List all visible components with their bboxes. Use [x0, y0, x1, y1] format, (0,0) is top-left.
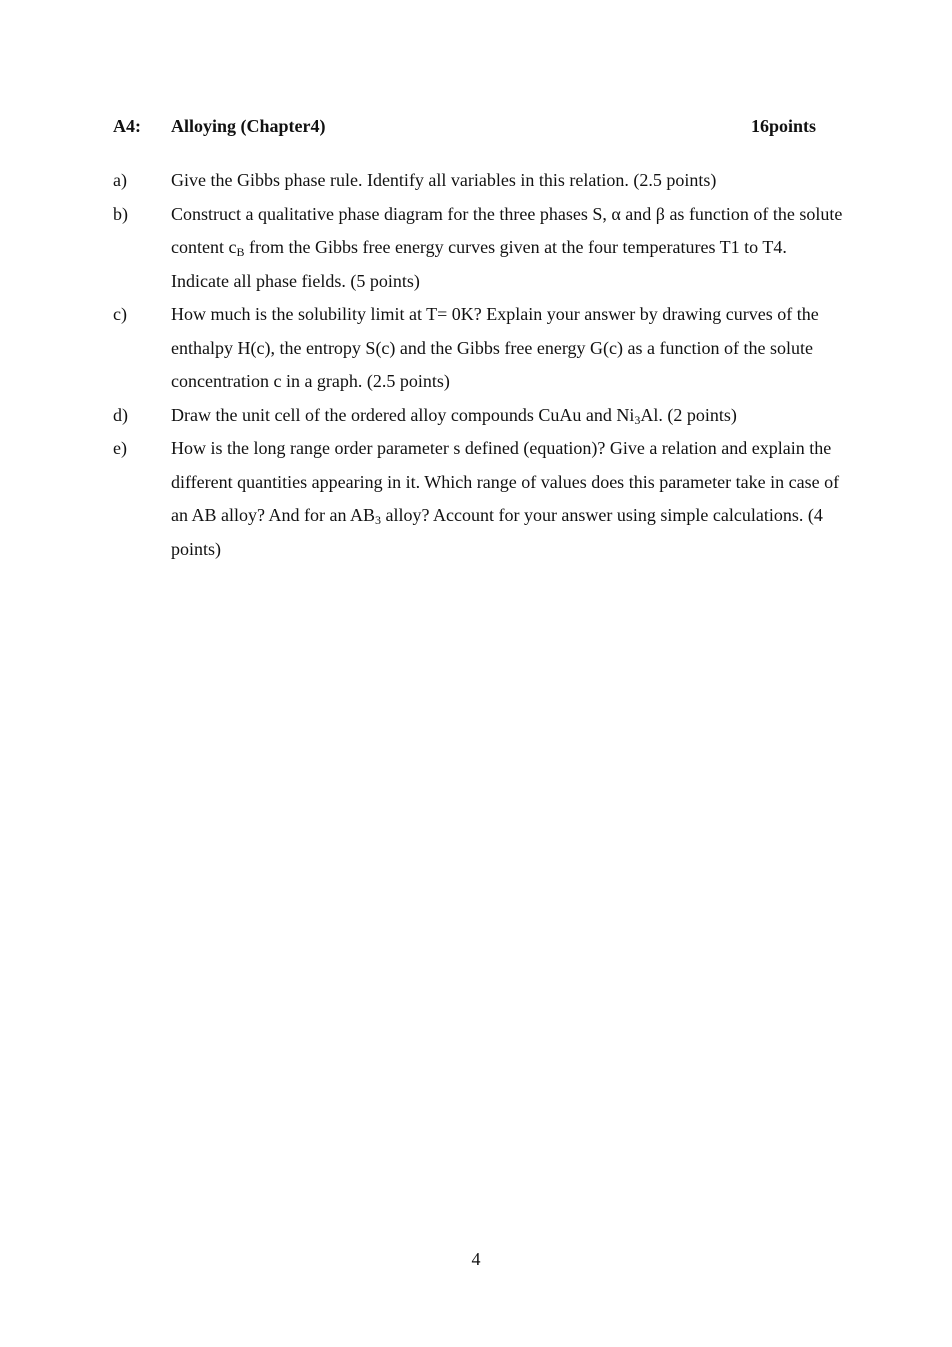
item-label: e) — [113, 438, 127, 458]
item-label: d) — [113, 404, 128, 425]
question-item-e — [113, 432, 843, 566]
item-text: Construct a qualitative phase diagram for the three phases S, α and β as function of the solute content $c_B$ from the Gibbs free energy curves given at the four temperatures T1 to T4. Indicate all phase fields. (5 points) — [171, 203, 843, 291]
question-points: 16points — [750, 116, 816, 136]
item-label: a) — [113, 170, 127, 190]
question-items — [113, 164, 843, 566]
page-number: 4 — [471, 1249, 481, 1269]
subscript: 3 — [374, 513, 381, 527]
item-text: Draw the unit cell of the ordered alloy compounds CuAu and $Ni_3Al$. (2 points) — [171, 404, 737, 427]
subscript: B — [236, 245, 245, 259]
question-item-d — [113, 399, 843, 433]
question-item-b — [113, 198, 843, 299]
question-item-a — [113, 164, 843, 198]
item-label: b) — [113, 203, 128, 224]
question-title: Alloying (Chapter4) — [171, 116, 326, 136]
subscript: 3 — [634, 412, 641, 427]
item-text: How is the long range order parameter s defined (equation)? Give a relation and explain the different quantities appearing in it. Which range of values does this parameter take in case of an AB alloy? And for an $AB_3$ alloy? Account for your answer using simple calculations. (4 points) — [171, 438, 840, 559]
question-header — [113, 114, 816, 138]
question-number: A4: — [113, 116, 141, 136]
item-label: c) — [113, 304, 127, 324]
item-text: How much is the solubility limit at T= 0K? Explain your answer by drawing curves of the enthalpy H(c), the entropy S(c) and the Gibbs free energy G(c) as a function of the solute concentration c in a graph. (2.5 points) — [171, 304, 819, 391]
question-item-c — [113, 298, 843, 399]
item-text: Give the Gibbs phase rule. Identify all variables in this relation. (2.5 points) — [171, 170, 717, 190]
